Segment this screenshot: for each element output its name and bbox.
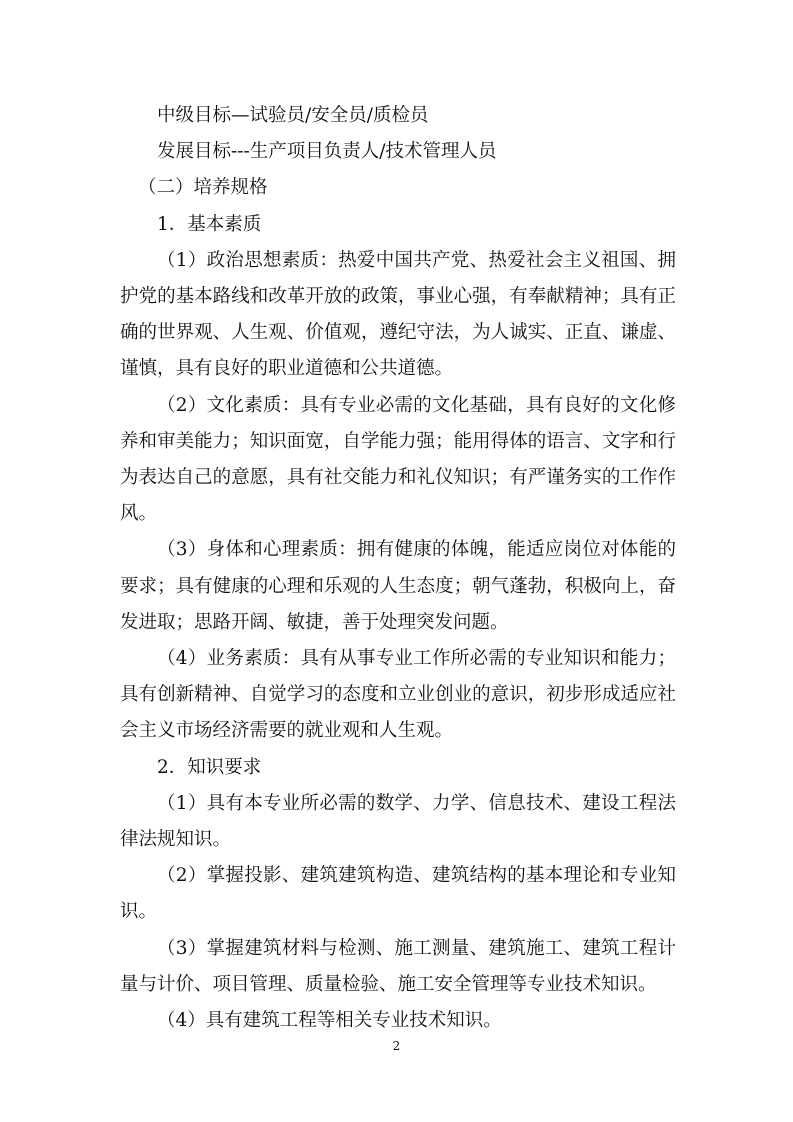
paragraph-political-quality: （1）政治思想素质：热爱中国共产党、热爱社会主义祖国、拥护党的基本路线和改革开放的政策，事业心强，有奉献精神；具有正确的世界观、人生观、价值观，遵纪守法，为人诚实、正直、谦虚、谨慎，具有良好的职业道德和公共道德。 bbox=[120, 249, 676, 380]
paragraph-knowledge-4: （4）具有建筑工程等相关专业技术知识。 bbox=[157, 1010, 502, 1032]
document-body bbox=[120, 98, 676, 1039]
paragraph-cultural-quality: （2）文化素质：具有专业必需的文化基础，具有良好的文化修养和审美能力；知识面宽，自学能力强；能用得体的语言、文字和行为表达自己的意愿，具有社交能力和礼仪知识；有严谨务实的工作作风。 bbox=[120, 394, 676, 525]
paragraph-knowledge-2: （2）掌握投影、建筑建筑构造、建筑结构的基本理论和专业知识。 bbox=[120, 865, 676, 923]
subheading-basic-quality: 1．基本素质 bbox=[157, 213, 262, 235]
section-heading-training-specs: （二）培养规格 bbox=[138, 177, 268, 199]
paragraph-development-goal: 发展目标---生产项目负责人/技术管理人员 bbox=[157, 141, 497, 163]
subheading-knowledge-requirements: 2．知识要求 bbox=[157, 756, 262, 778]
paragraph-professional-quality: （4）业务素质：具有从事专业工作所必需的专业知识和能力；具有创新精神、自觉学习的态度和立业创业的意识，初步形成适应社会主义市场经济需要的就业观和人生观。 bbox=[120, 648, 676, 742]
paragraph-knowledge-1: （1）具有本专业所必需的数学、力学、信息技术、建设工程法律法规知识。 bbox=[120, 792, 676, 851]
paragraph-knowledge-3: （3）掌握建筑材料与检测、施工测量、建筑施工、建筑工程计量与计价、项目管理、质量检验、施工安全管理等专业技术知识。 bbox=[120, 937, 676, 995]
paragraph-intermediate-goal: 中级目标—试验员/安全员/质检员 bbox=[157, 105, 429, 126]
paragraph-physical-mental-quality: （3）身体和心理素质：拥有健康的体魄，能适应岗位对体能的要求；具有健康的心理和乐观的人生态度；朝气蓬勃，积极向上，奋发进取；思路开阔、敏捷，善于处理突发问题。 bbox=[120, 539, 676, 633]
page-number: 2 bbox=[392, 1039, 401, 1053]
